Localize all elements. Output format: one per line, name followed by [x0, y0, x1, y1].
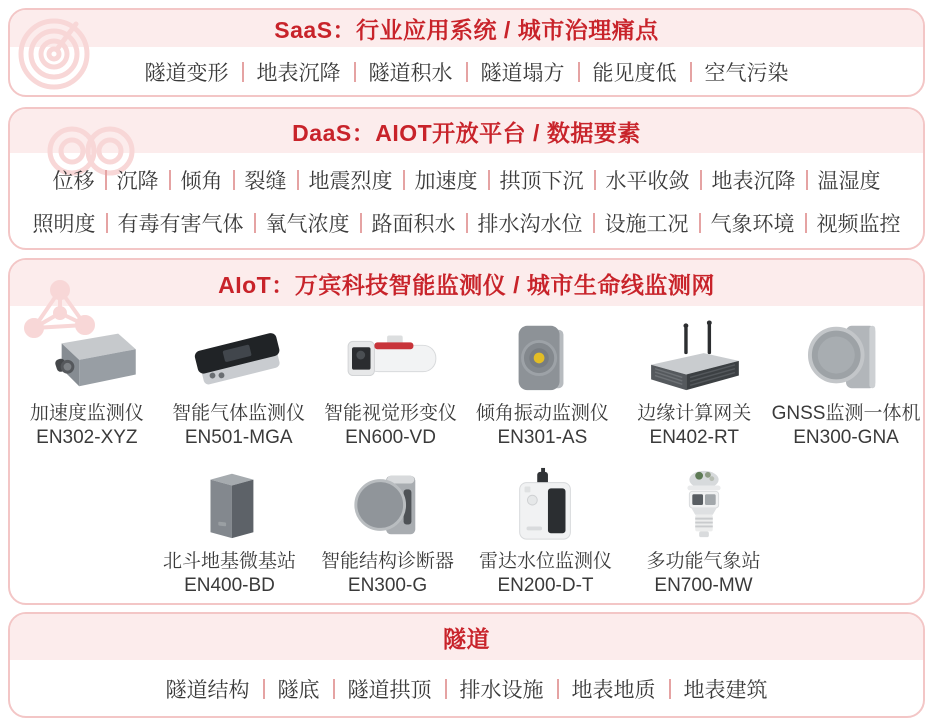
item-divider — [242, 62, 244, 82]
item-divider — [254, 213, 256, 233]
daas-title: DaaS：AIOT开放平台 / 数据要素 — [292, 119, 641, 146]
item-divider — [669, 679, 671, 699]
item-divider — [593, 213, 595, 233]
saas-item: 隧道变形 — [144, 62, 229, 85]
daas-items-row-2 — [33, 208, 901, 238]
product-structure-diagnoser — [313, 464, 463, 598]
daas-item: 视频监控 — [816, 213, 901, 236]
product-model: EN400-BD — [184, 575, 275, 596]
daas-item: 地表沉降 — [711, 170, 796, 193]
item-divider — [263, 679, 265, 699]
gnss-device-icon — [771, 316, 921, 396]
item-divider — [297, 170, 299, 190]
product-name: GNSS监测一体机 — [771, 403, 921, 424]
product-tilt-vibration-sensor — [467, 316, 617, 450]
product-model: EN300-GNA — [793, 427, 899, 448]
tunnel-item: 隧道结构 — [165, 679, 250, 702]
tilt-sensor-device-icon — [467, 316, 617, 396]
saas-title: SaaS：行业应用系统 / 城市治理痛点 — [274, 17, 659, 43]
saas-card — [8, 8, 925, 97]
product-name: 智能结构诊断器 — [320, 551, 454, 572]
daas-item: 拱顶下沉 — [499, 170, 584, 193]
product-model: EN600-VD — [345, 427, 436, 448]
saas-item: 地表沉降 — [256, 62, 341, 85]
product-name: 倾角振动监测仪 — [475, 403, 609, 424]
item-divider — [806, 170, 808, 190]
item-divider — [360, 213, 362, 233]
item-divider — [333, 679, 335, 699]
daas-item: 排水沟水位 — [477, 213, 583, 236]
daas-card — [8, 107, 925, 250]
product-model: EN301-AS — [497, 427, 588, 448]
product-name: 智能气体监测仪 — [172, 403, 306, 424]
product-model: EN402-RT — [649, 427, 739, 448]
item-divider — [699, 213, 701, 233]
daas-item: 水平收敛 — [605, 170, 690, 193]
item-divider — [466, 62, 468, 82]
product-model: EN300-G — [347, 575, 428, 596]
item-divider — [690, 62, 692, 82]
tunnel-title: 隧道 — [443, 625, 490, 652]
product-model: EN501-MGA — [184, 427, 293, 448]
product-accelerometer — [12, 316, 162, 450]
daas-header-band — [10, 109, 923, 153]
product-edge-gateway — [619, 316, 769, 450]
item-divider — [557, 679, 559, 699]
product-name: 智能视觉形变仪 — [324, 403, 458, 424]
item-divider — [105, 170, 107, 190]
item-divider — [233, 170, 235, 190]
product-name: 雷达水位监测仪 — [478, 551, 612, 572]
aiot-products-row-2 — [10, 464, 923, 598]
daas-item: 照明度 — [32, 213, 96, 236]
gas-monitor-device-icon — [164, 316, 314, 396]
item-divider — [466, 213, 468, 233]
product-name: 多功能气象站 — [646, 551, 761, 572]
aiot-title: AIoT：万宾科技智能监测仪 / 城市生命线监测网 — [218, 271, 715, 298]
water-level-device-icon — [471, 464, 621, 544]
daas-item: 裂缝 — [244, 170, 287, 193]
structure-diagnoser-device-icon — [313, 464, 463, 544]
tunnel-item: 地表建筑 — [683, 679, 768, 702]
saas-item: 能见度低 — [592, 62, 677, 85]
beidou-station-device-icon — [155, 464, 305, 544]
item-divider — [354, 62, 356, 82]
daas-item: 设施工况 — [604, 213, 689, 236]
daas-item: 加速度 — [414, 170, 478, 193]
tunnel-header-band — [10, 614, 923, 660]
product-name: 北斗地基微基站 — [162, 551, 296, 572]
saas-header-band — [10, 10, 923, 47]
daas-item: 倾角 — [180, 170, 223, 193]
product-name: 加速度监测仪 — [29, 403, 144, 424]
daas-item: 沉降 — [116, 170, 159, 193]
tunnel-item: 隧底 — [277, 679, 320, 702]
item-divider — [403, 170, 405, 190]
product-model: EN302-XYZ — [36, 427, 138, 448]
item-divider — [594, 170, 596, 190]
product-name: 边缘计算网关 — [637, 403, 752, 424]
tunnel-card — [8, 612, 925, 718]
daas-item: 地震烈度 — [308, 170, 393, 193]
aiot-header-band — [10, 260, 923, 306]
daas-item: 有毒有害气体 — [117, 213, 244, 236]
saas-item: 隧道塌方 — [480, 62, 565, 85]
accelerometer-device-icon — [12, 316, 162, 396]
daas-item: 位移 — [52, 170, 95, 193]
item-divider — [488, 170, 490, 190]
item-divider — [578, 62, 580, 82]
saas-item: 隧道积水 — [368, 62, 453, 85]
daas-items-row-1 — [53, 165, 881, 195]
item-divider — [445, 679, 447, 699]
tunnel-item: 隧道拱顶 — [347, 679, 432, 702]
product-gas-monitor — [164, 316, 314, 450]
item-divider — [805, 213, 807, 233]
saas-item: 空气污染 — [704, 62, 789, 85]
product-model: EN700-MW — [654, 575, 753, 596]
product-model: EN200-D-T — [497, 575, 594, 596]
tunnel-item: 排水设施 — [459, 679, 544, 702]
gateway-device-icon — [619, 316, 769, 396]
product-beidou-base-station — [155, 464, 305, 598]
tunnel-item: 地表地质 — [571, 679, 656, 702]
weather-station-device-icon — [629, 464, 779, 544]
aiot-products-row-1 — [10, 316, 923, 450]
saas-items-row — [145, 57, 789, 87]
tunnel-items-row — [166, 674, 768, 704]
product-radar-water-level — [471, 464, 621, 598]
item-divider — [106, 213, 108, 233]
daas-item: 路面积水 — [371, 213, 456, 236]
daas-item: 温湿度 — [817, 170, 881, 193]
daas-item: 气象环境 — [710, 213, 795, 236]
aiot-card — [8, 258, 925, 605]
item-divider — [169, 170, 171, 190]
product-gnss-monitor — [771, 316, 921, 450]
camera-device-icon — [316, 316, 466, 396]
product-weather-station — [629, 464, 779, 598]
item-divider — [700, 170, 702, 190]
product-vision-deformation-camera — [316, 316, 466, 450]
daas-item: 氧气浓度 — [265, 213, 350, 236]
